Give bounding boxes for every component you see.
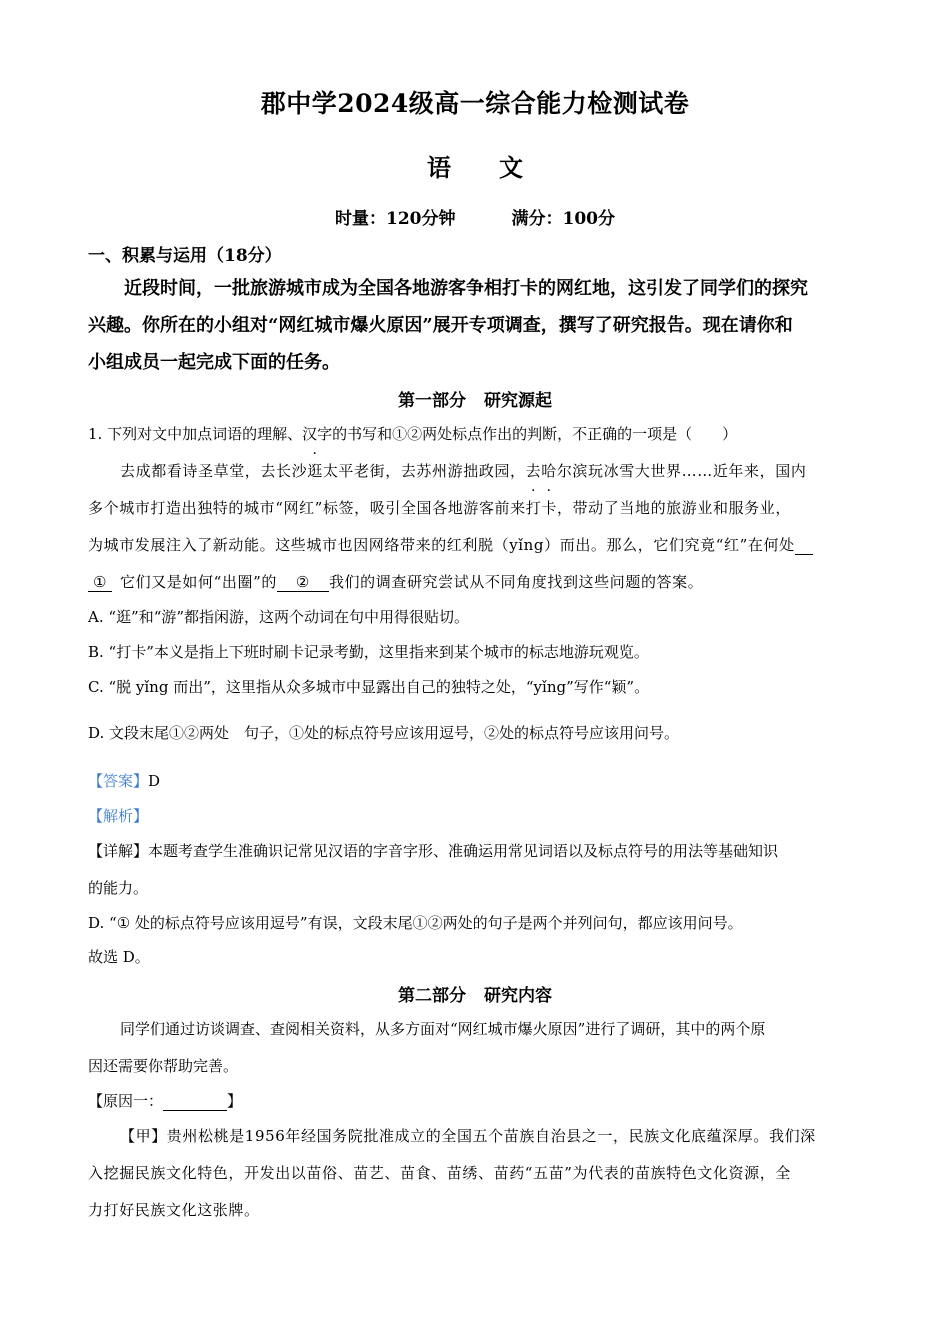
reason1-line <box>88 1090 242 1111</box>
option-b: B. “打卡”本义是指上下班时刷卡记录考勤，这里指来到某个城市的标志地游玩观览。 <box>88 643 649 661</box>
subject-title: 语文 <box>427 153 571 182</box>
dotted-char: 打 <box>525 499 542 517</box>
passage-line <box>88 497 791 518</box>
part2-intro: 同学们通过访谈调查、查阅相关资料，从多方面对“网红城市爆火原因”进行了调研，其中的两个原 <box>120 1020 766 1038</box>
passage-text: ，带动了当地的旅游业和服务业， <box>556 499 791 517</box>
option-a: A. “逛”和“游”都指闲游，这两个动词在句中用得很贴切。 <box>88 608 470 626</box>
reason1-prefix: 【原因一： <box>88 1092 164 1110</box>
answer-tag: 【答案】 <box>88 772 149 790</box>
passage-line <box>88 534 813 555</box>
part-name: 研究源起 <box>484 391 552 411</box>
dotted-char: 卡 <box>541 499 557 517</box>
part-heading <box>0 981 950 1006</box>
passage-text: 我们的调查研究尝试从不同角度找到这些问题的答案。 <box>328 573 704 591</box>
detail-line: 【详解】本题考查学生准确识记常见汉语的字音字形、准确运用常见词语以及标点符号的用法等基础知识 <box>88 842 779 860</box>
jia-line: 入挖掘民族文化特色，开发出以苗俗、苗艺、苗食、苗绣、苗药“五苗”为代表的苗族特色文化资源，全 <box>88 1164 791 1182</box>
jia-line: 力打好民族文化这张牌。 <box>88 1201 260 1219</box>
answer-value: D <box>148 772 161 790</box>
passage-text: 它们又是如何“出圈”的 <box>120 573 277 591</box>
passage-text: 为城市发展注入了新动能。这些城市也因网络带来的红利脱（yǐng）而出。那么，它们究竟“红”在何处 <box>88 536 795 554</box>
option-d: D. 文段末尾①②两处 句子，①处的标点符号应该用逗号，②处的标点符号应该用问号。 <box>88 724 680 742</box>
part-label: 第二部分 <box>398 986 466 1006</box>
option-c: C. “脱 yǐng 而出”，这里指从众多城市中显露出自己的独特之处，“yǐng”写作“颖”。 <box>88 678 650 696</box>
intro-line: 兴趣。你所在的小组对“网红城市爆火原因”展开专项调查，撰写了研究报告。现在请你和 <box>88 315 793 336</box>
detail-line: 故选 D。 <box>88 948 150 966</box>
analysis-tag: 【解析】 <box>88 807 149 825</box>
blank-1: ① <box>88 573 112 592</box>
dotted-char: 逛 <box>307 462 323 480</box>
time-limit: 时量：120分钟 <box>335 209 456 229</box>
part2-intro: 因还需要你帮助完善。 <box>88 1057 239 1075</box>
exam-title: 郡中学2024级高一综合能力检测试卷 <box>260 89 690 118</box>
jia-line: 【甲】贵州松桃是1956年经国务院批准成立的全国五个苗族自治县之一，民族文化底蕴深厚。我们深 <box>120 1127 816 1145</box>
section-heading: 一、积累与运用（18分） <box>88 246 282 266</box>
part-label: 第一部分 <box>398 391 466 411</box>
full-score: 满分：100分 <box>511 209 615 229</box>
part-name: 研究内容 <box>484 986 552 1006</box>
passage-line <box>120 460 806 481</box>
blank-2: ② <box>277 573 329 592</box>
reason1-blank <box>163 1092 227 1111</box>
intro-line: 小组成员一起完成下面的任务。 <box>88 352 340 373</box>
part-heading <box>0 386 950 411</box>
passage-text: 多个城市打造出独特的城市“网红”标签，吸引全国各地游客前来 <box>88 499 526 517</box>
passage-text: 去成都看诗圣草堂，去长沙 <box>120 462 308 480</box>
detail-line: 的能力。 <box>88 879 149 897</box>
question-stem: 1. 下列对文中加点词语的理解、汉字的书写和①②两处标点作出的判断，不正确的一项是（ ） <box>88 425 738 443</box>
passage-line <box>88 571 703 592</box>
blank-line <box>795 536 813 555</box>
exam-meta <box>0 204 950 229</box>
intro-line: 近段时间，一批旅游城市成为全国各地游客争相打卡的网红地，这引发了同学们的探究 <box>124 278 808 299</box>
reason1-suffix: 】 <box>227 1092 243 1110</box>
detail-line: D. “① 处的标点符号应该用逗号”有误，文段末尾①②两处的句子是两个并列问句，都应该用问号。 <box>88 914 743 932</box>
answer-line <box>88 770 160 791</box>
passage-text: 太平老街，去苏州游拙政园，去哈尔滨玩冰雪大世界……近年来，国内 <box>322 462 807 480</box>
